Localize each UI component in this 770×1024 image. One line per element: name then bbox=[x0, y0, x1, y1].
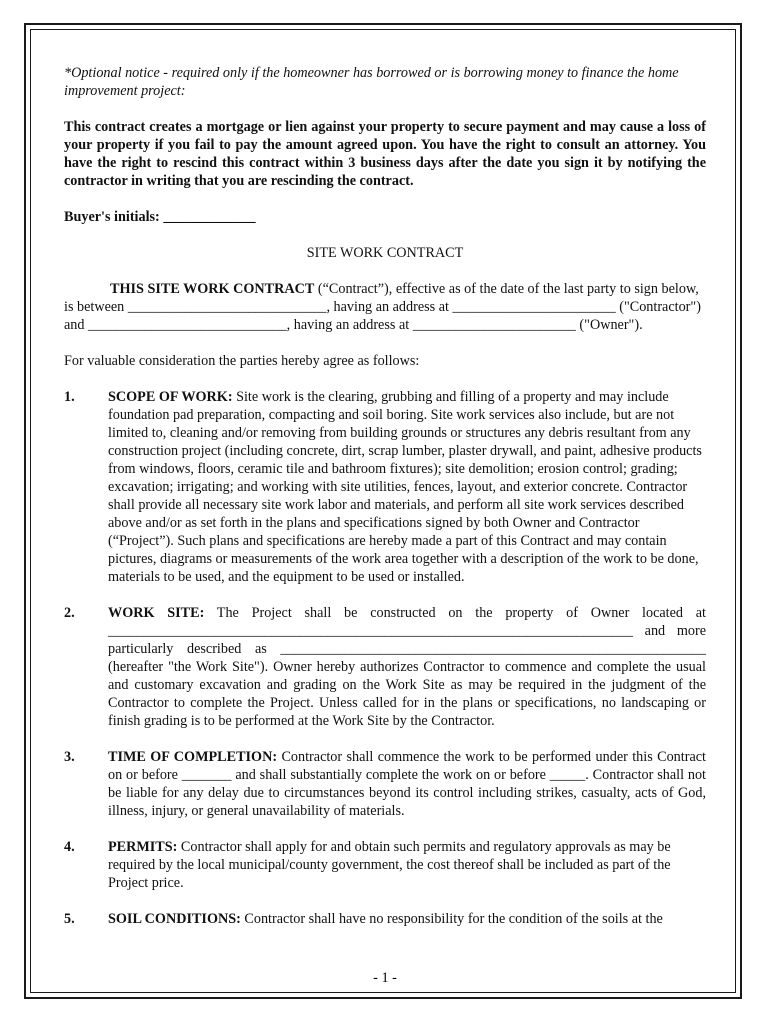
optional-notice: *Optional notice - required only if the homeowner has borrowed or is borrowing money to finance the home improvement project: bbox=[64, 65, 679, 99]
intro-paragraph bbox=[64, 280, 706, 334]
section-text: Contractor shall apply for and obtain such permits and regulatory approvals as may be required by the local municipal/county government, the cost thereof shall be included as part of the Project price. bbox=[108, 839, 671, 891]
buyer-initials-line: Buyer's initials: _____________ bbox=[64, 209, 256, 225]
contract-title: SITE WORK CONTRACT bbox=[306, 245, 464, 261]
section-scope-of-work bbox=[64, 388, 706, 586]
section-heading: SOIL CONDITIONS: bbox=[108, 911, 241, 927]
section-number: 2. bbox=[64, 605, 75, 621]
section-heading: PERMITS: bbox=[108, 839, 178, 855]
section-number: 4. bbox=[64, 839, 75, 855]
section-text: The Project shall be constructed on the property of Owner located at __________________________________________________________________________ and more particularly described as ____________________________________________________________ (hereafter "the Work Site"). Owner hereby authorizes Contractor to commence and complete the usual and customary excavation and grading on the Work Site as may be required in the judgment of the Contractor to complete the Project. Unless called for in the plans or specifications, no landscaping or finish grading is to be performed at the Work Site by the Contractor. bbox=[108, 605, 706, 729]
section-time-of-completion bbox=[64, 748, 706, 820]
mortgage-warning: This contract creates a mortgage or lien against your property to secure payment and may cause a loss of your property if you fail to pay the amount agreed upon. You have the right to consult an attorney. You have the right to rescind this contract within 3 business days after the date you sign it by notifying the contractor in writing that you are rescinding the contract. bbox=[64, 119, 706, 189]
section-text: Contractor shall have no responsibility for the condition of the soils at the bbox=[240, 911, 663, 927]
page-number: - 1 - bbox=[373, 970, 397, 986]
section-number: 3. bbox=[64, 749, 75, 765]
section-text: Contractor shall commence the work to be performed under this Contract on or before _______ and shall substantially complete the work on or before _____. Contractor shall not be liable for any delay due to circumstances beyond its control including strikes, casualty, acts of God, illness, injury, or general unavailability of materials. bbox=[108, 749, 706, 819]
section-permits bbox=[64, 838, 706, 892]
consideration-line: For valuable consideration the parties hereby agree as follows: bbox=[64, 353, 420, 369]
section-text: Site work is the clearing, grubbing and filling of a property and may include foundation pad preparation, compacting and soil boring. Site work services also include, but are not limited to, cleaning and/or removing from building grounds or structures any debris resultant from any construction project (including concrete, dirt, scrap lumber, plaster drywall, and paint, adhesive products from windows, floors, ceramic tile and bathroom fixtures); site demolition; erosion control; grading; excavation; irrigating; and working with site utilities, fences, layout, and exterior concrete. Contractor shall provide all necessary site work labor and materials, and perform all site work services described above and/or as set forth in the plans and specifications signed by both Owner and Contractor (“Project”). Such plans and specifications are hereby made a part of this Contract and may contain pictures, diagrams or measurements of the work area together with a description of the work to be done, materials to be used, and the equipment to be used or installed. bbox=[108, 389, 702, 585]
section-number: 1. bbox=[64, 389, 75, 405]
intro-body: (“Contract”), effective as of the date of the last party to sign below, is between ____________________________, having an address at _______________________ ("Contractor") and ____________________________, having an address at _______________________ ("Owner"). bbox=[64, 281, 701, 333]
section-heading: WORK SITE: bbox=[108, 605, 205, 621]
section-soil-conditions bbox=[64, 910, 706, 928]
document-page bbox=[64, 64, 706, 928]
intro-lead: THIS SITE WORK CONTRACT bbox=[110, 281, 315, 297]
section-number: 5. bbox=[64, 911, 75, 927]
section-work-site bbox=[64, 604, 706, 730]
section-heading: SCOPE OF WORK: bbox=[108, 389, 233, 405]
section-heading: TIME OF COMPLETION: bbox=[108, 749, 278, 765]
